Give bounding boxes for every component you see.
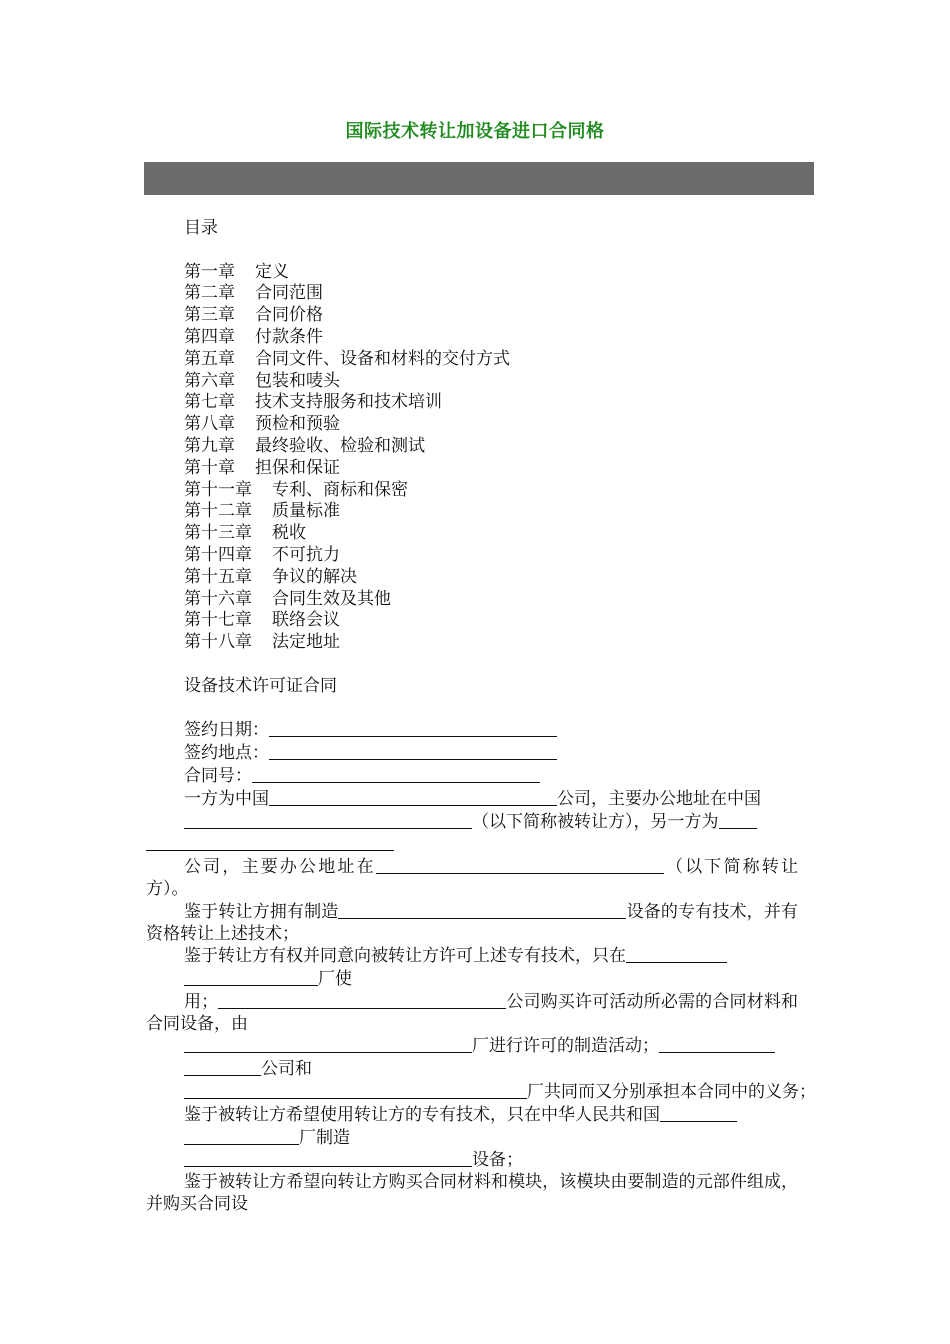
party-a-line-2 <box>146 811 798 834</box>
toc-chapter: 第九章 <box>184 435 235 456</box>
toc-item <box>146 305 798 327</box>
party-a-line-1 <box>146 788 798 811</box>
sign-date-line <box>146 719 798 742</box>
toc-item <box>146 480 798 502</box>
document-title: 国际技术转让加设备进口合同格 <box>345 121 605 142</box>
toc-name: 包装和唛头 <box>255 370 340 391</box>
toc-item <box>146 523 798 545</box>
title-divider-bar <box>144 162 814 195</box>
toc-chapter: 第十六章 <box>184 588 252 609</box>
company-blank-end[interactable] <box>184 1058 261 1076</box>
text-run: 厂制造 <box>299 1127 350 1148</box>
toc-name: 合同文件、设备和材料的交付方式 <box>255 348 510 369</box>
toc-name: 法定地址 <box>272 632 340 653</box>
text-run: 公司购买许可活动所必需的合同材料和合同设备，由 <box>146 991 799 1034</box>
toc-name: 合同生效及其他 <box>272 588 391 609</box>
sign-date-blank[interactable] <box>269 719 557 737</box>
toc-item <box>146 262 798 284</box>
toc-name: 预检和预验 <box>255 414 340 435</box>
toc-item <box>146 545 798 567</box>
whereas-3-equipment <box>146 1149 798 1172</box>
whereas-2-usage <box>146 991 798 1036</box>
obligation-line <box>146 1081 816 1104</box>
toc-chapter: 第三章 <box>184 305 235 326</box>
toc-name: 税收 <box>272 523 306 544</box>
toc-item <box>146 327 798 349</box>
text-run: 厂进行许可的制造活动； <box>472 1036 659 1057</box>
purchasing-company-blank[interactable] <box>218 991 506 1009</box>
party-a-company-blank[interactable] <box>269 788 557 806</box>
whereas-4: 鉴于被转让方希望向转让方购买合同材料和模块，该模块由要制造的元部件组成，并购买合同设 <box>146 1172 798 1215</box>
joint-factory-blank[interactable] <box>184 1081 527 1099</box>
manufacturer-blank[interactable] <box>184 1035 472 1053</box>
text-run: 公司，主要办公地址在 <box>184 857 376 878</box>
party-b-line-0 <box>146 833 798 856</box>
text-run: 公司，主要办公地址在中国 <box>557 788 761 809</box>
toc-chapter: 第六章 <box>184 370 235 391</box>
text-run: （以下简称被转让方），另一方为 <box>472 811 719 832</box>
party-b-paragraph <box>146 856 798 901</box>
equipment-name-blank[interactable] <box>338 901 626 919</box>
toc-name: 合同价格 <box>255 305 323 326</box>
toc-name: 付款条件 <box>255 326 323 347</box>
toc-item <box>146 371 798 393</box>
text-run: 厂共同而又分别承担本合同中的义务； <box>527 1082 816 1103</box>
document-body <box>146 218 816 1216</box>
toc-heading: 目录 <box>184 218 218 238</box>
company-blank-start[interactable] <box>659 1035 775 1053</box>
toc-chapter: 第十一章 <box>184 479 252 500</box>
toc-item <box>146 436 798 458</box>
toc-name: 担保和保证 <box>255 457 340 478</box>
contract-no-line <box>146 765 798 788</box>
toc-item <box>146 283 798 305</box>
text-run: 鉴于被转让方希望使用转让方的专有技术，只在中华人民共和国 <box>184 1104 660 1125</box>
toc-name: 技术支持服务和技术培训 <box>255 392 442 413</box>
toc-chapter: 第十五章 <box>184 566 252 587</box>
contract-heading: 设备技术许可证合同 <box>184 675 337 696</box>
text-run: 设备的专有技术，并有资格转让上述技术； <box>146 901 799 944</box>
toc-chapter: 第十八章 <box>184 632 252 653</box>
text-run: 一方为中国 <box>184 788 269 809</box>
sign-place-label: 签约地点： <box>184 743 269 764</box>
text-run: 用； <box>184 991 219 1012</box>
toc-chapter: 第十章 <box>184 457 235 478</box>
party-b-company-blank-start[interactable] <box>719 811 757 829</box>
text-run: （以下简称转让方）。 <box>146 857 799 899</box>
toc-chapter: 第四章 <box>184 326 235 347</box>
text-run: 设备； <box>472 1150 523 1171</box>
toc-item <box>146 589 798 611</box>
toc-name: 不可抗力 <box>272 544 340 565</box>
whereas-3-cont <box>146 1127 798 1150</box>
toc-name: 质量标准 <box>272 501 340 522</box>
prc-factory-blank-end[interactable] <box>184 1127 299 1145</box>
toc-name: 合同范围 <box>255 283 323 304</box>
sign-date-label: 签约日期： <box>184 720 269 741</box>
toc-name: 定义 <box>255 261 289 282</box>
toc-chapter: 第十七章 <box>184 610 252 631</box>
factory-blank-end[interactable] <box>184 968 318 986</box>
sign-place-line <box>146 742 798 765</box>
toc-name: 争议的解决 <box>272 566 357 587</box>
toc-item <box>146 392 798 414</box>
text-run: 鉴于转让方有权并同意向被转让方许可上述专有技术，只在 <box>184 946 626 967</box>
toc-chapter: 第二章 <box>184 283 235 304</box>
party-a-address-blank[interactable] <box>184 811 472 829</box>
text-run: 鉴于转让方拥有制造 <box>184 901 339 922</box>
toc-item <box>146 458 798 480</box>
text-run: 公司和 <box>261 1059 312 1080</box>
contract-no-label: 合同号： <box>184 765 252 786</box>
toc-chapter: 第五章 <box>184 348 235 369</box>
toc-chapter: 第十四章 <box>184 544 252 565</box>
prc-factory-blank-start[interactable] <box>660 1104 737 1122</box>
toc-item <box>146 632 798 654</box>
toc-chapter: 第十三章 <box>184 523 252 544</box>
toc-item <box>146 349 798 371</box>
party-b-address-blank[interactable] <box>376 856 664 874</box>
toc-name: 专利、商标和保密 <box>272 479 408 500</box>
manufacturing-line <box>146 1035 798 1058</box>
toc-name: 最终验收、检验和测试 <box>255 435 425 456</box>
whereas-2 <box>146 945 798 968</box>
toc-chapter: 第八章 <box>184 414 235 435</box>
toc-chapter: 第十二章 <box>184 501 252 522</box>
whereas-3 <box>146 1104 798 1127</box>
contract-no-blank[interactable] <box>252 765 540 783</box>
sign-place-blank[interactable] <box>269 742 557 760</box>
toc-chapter: 第一章 <box>184 261 235 282</box>
manufacturing-line-cont <box>146 1058 798 1081</box>
toc-item <box>146 610 798 632</box>
manufactured-equipment-blank[interactable] <box>184 1149 472 1167</box>
toc-item <box>146 414 798 436</box>
whereas-1 <box>146 901 798 946</box>
text-run: 厂使 <box>318 969 352 990</box>
whereas-2-cont <box>146 968 798 991</box>
toc-item <box>146 567 798 589</box>
party-b-company-blank-end[interactable] <box>146 833 394 851</box>
toc-name: 联络会议 <box>272 610 340 631</box>
toc-list <box>146 262 798 654</box>
factory-blank-start[interactable] <box>626 945 727 963</box>
toc-chapter: 第七章 <box>184 392 235 413</box>
toc-item <box>146 501 798 523</box>
